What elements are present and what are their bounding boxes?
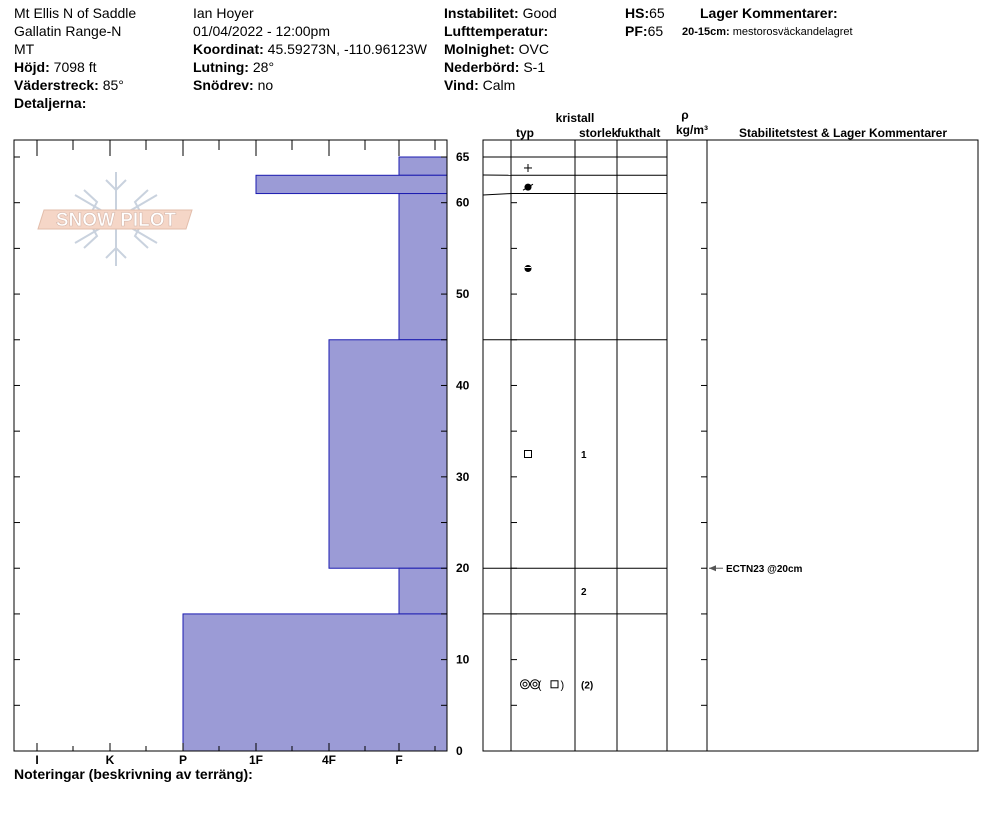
col-stability: Stabilitetstest & Lager Kommentarer — [738, 126, 948, 140]
aspect-label: Väderstreck: — [14, 77, 99, 93]
stability-test-marker — [709, 564, 803, 575]
y-tick-label: 30 — [456, 469, 470, 484]
y-tick-label: 40 — [456, 378, 470, 393]
precip-label: Nederbörd: — [444, 59, 520, 75]
hardness-bar-3 — [329, 340, 447, 568]
y-tick-label: 50 — [456, 287, 470, 302]
stability-test-text: ECTN23 @20cm — [726, 564, 803, 576]
layer-table — [483, 140, 978, 751]
depth-hoar-icon — [521, 680, 530, 689]
aspect-value: 85° — [102, 77, 124, 93]
col-type: typ — [516, 126, 534, 140]
col-size: storlek — [579, 126, 619, 140]
col-moisture: fukthalt — [617, 126, 661, 140]
x-tick-label: P — [178, 753, 188, 767]
location-line3: MT — [14, 41, 35, 57]
location-line2: Gallatin Range-N — [14, 23, 122, 39]
instability-label: Instabilitet: — [444, 5, 519, 21]
pf-value: 65 — [647, 23, 664, 39]
cloud-value: OVC — [518, 41, 549, 57]
snowpilot-logo — [38, 172, 192, 266]
datetime: 01/04/2022 - 12:00pm — [193, 23, 330, 39]
hardness-bar-4 — [399, 568, 447, 614]
layer-comments-label: Lager Kommentarer: — [700, 5, 838, 21]
logo-text: SNOW PILOT — [55, 210, 177, 231]
instability-value: Good — [522, 5, 557, 21]
layer-comment-text: mestorosväckandelagret — [732, 26, 853, 38]
location-line1: Mt Ellis N of Saddle — [14, 5, 137, 21]
slope-value: 28° — [252, 59, 275, 75]
crystal-size-3: 1 — [581, 450, 587, 461]
drift-value: no — [257, 77, 274, 93]
secondary-grain-parens: ( ) — [537, 679, 573, 692]
table-ticks — [511, 203, 707, 706]
hs-label: HS: — [625, 5, 650, 21]
drift-label: Snödrev: — [193, 77, 254, 93]
elevation-label: Höjd: — [14, 59, 50, 75]
y-tick-label: 20 — [456, 561, 470, 576]
hardness-layers — [183, 157, 447, 751]
x-tick-label: F — [395, 753, 403, 767]
wind-value: Calm — [482, 77, 516, 93]
observer: Ian Hoyer — [193, 5, 254, 21]
elevation-value: 7098 ft — [53, 59, 97, 75]
faceted-grain-icon — [525, 451, 532, 458]
notes-label: Noteringar (beskrivning av terräng): — [14, 766, 253, 782]
pf-label: PF: — [625, 23, 648, 39]
details-label: Detaljerna: — [14, 95, 87, 111]
hardness-bar-0 — [399, 157, 447, 175]
coord-label: Koordinat: — [193, 41, 264, 57]
x-tick-label: K — [105, 753, 115, 767]
boundary-connector — [483, 194, 511, 195]
col-crystal: kristall — [555, 111, 595, 125]
rounded-grain-icon — [525, 265, 532, 272]
x-axis-labels — [35, 753, 402, 767]
layer-comment-range: 20-15cm: — [682, 26, 730, 38]
crystal-size-4: 2 — [581, 587, 587, 599]
crystal-rows — [521, 164, 594, 691]
coord-value: 45.59273N, -110.96123W — [267, 41, 427, 57]
crystal-size-5: (2) — [581, 680, 594, 692]
precip-value: S-1 — [523, 59, 546, 75]
airtemp-label: Lufttemperatur: — [444, 23, 549, 39]
depth-hoar-icon-2-inner — [533, 682, 537, 686]
col-density-unit: kg/m³ — [675, 123, 709, 137]
x-tick-label: I — [35, 753, 39, 767]
x-tick-label: 1F — [248, 753, 264, 767]
x-tick-label: 4F — [321, 753, 337, 767]
depth-hoar-icon-inner — [523, 682, 527, 686]
y-tick-label: 60 — [456, 195, 470, 210]
y-axis-labels — [456, 150, 470, 758]
slope-label: Lutning: — [193, 59, 249, 75]
hardness-bar-2 — [399, 194, 447, 340]
hardness-bar-5 — [183, 614, 447, 751]
hs-value: 65 — [649, 5, 665, 21]
y-tick-label: 65 — [456, 150, 470, 164]
cloud-label: Molnighet: — [444, 41, 515, 57]
y-tick-label: 0 — [456, 744, 463, 758]
y-tick-label: 10 — [456, 652, 470, 667]
wind-label: Vind: — [444, 77, 479, 93]
col-rho: ρ — [681, 108, 689, 122]
layer-table-frame — [483, 140, 978, 751]
hardness-bar-1 — [256, 175, 447, 193]
